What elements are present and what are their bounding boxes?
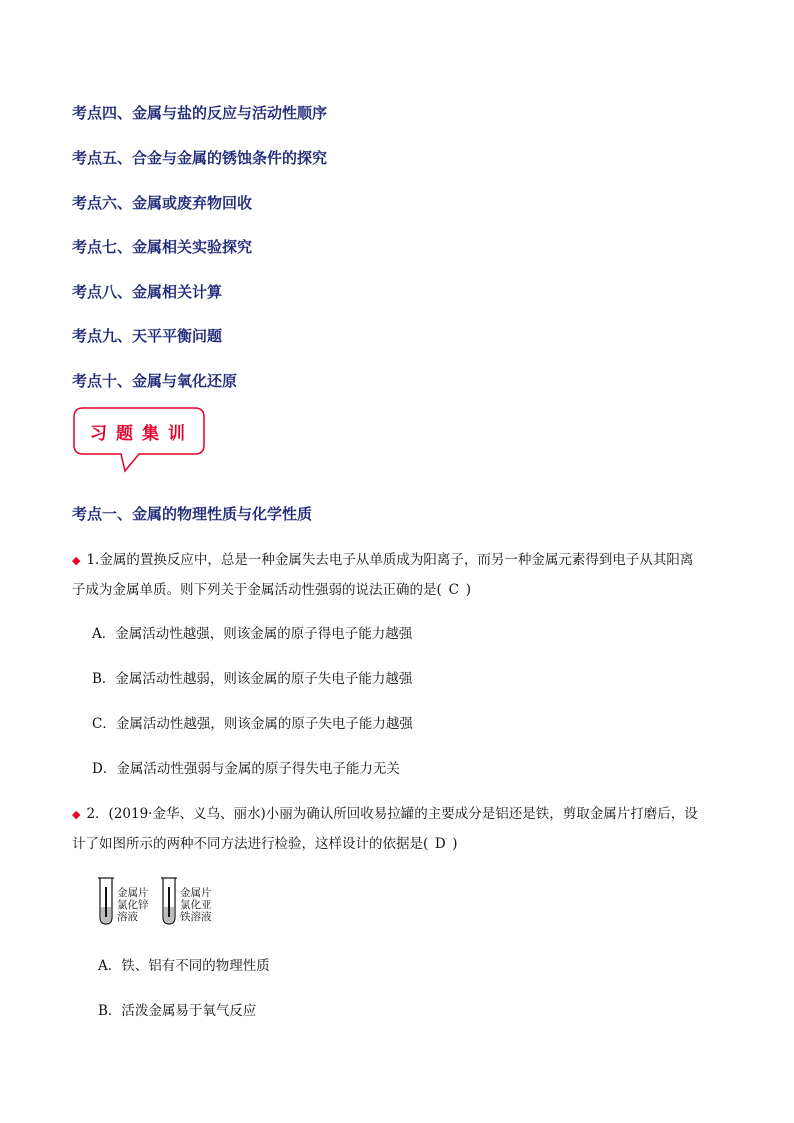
topic-item: 考点四、金属与盐的反应与活动性顺序 xyxy=(72,104,328,122)
question-1-line-2: 子成为金属单质。则下列关于金属活动性强弱的说法正确的是( C ) xyxy=(72,582,472,598)
question-2-line-2: 计了如图所示的两种不同方法进行检验，这样设计的依据是( D ) xyxy=(72,836,458,852)
answer-1: C xyxy=(448,582,459,598)
topic-item: 考点七、金属相关实验探究 xyxy=(72,238,253,256)
question-2-option-a: A．铁、铝有不同的物理性质 xyxy=(98,958,270,974)
tube-1-label: 金属片 氯化锌 溶液 xyxy=(117,887,149,923)
topic-item: 考点八、金属相关计算 xyxy=(72,283,223,301)
question-1-option-b: B．金属活动性越弱，则该金属的原子失电子能力越强 xyxy=(92,671,413,687)
exercise-banner xyxy=(73,407,205,455)
section-title: 考点一、金属的物理性质与化学性质 xyxy=(72,505,313,523)
question-2-line-1: ◆ 2．(2019·金华、义乌、丽水)小丽为确认所回收易拉罐的主要成分是铝还是铁，剪取金属片打磨后，设 xyxy=(72,806,698,822)
topic-item: 考点九、天平平衡问题 xyxy=(72,327,223,345)
topic-item: 考点六、金属或废弃物回收 xyxy=(72,194,253,212)
topic-item: 考点五、合金与金属的锈蚀条件的探究 xyxy=(72,149,328,167)
question-1-option-d: D．金属活动性强弱与金属的原子得失电子能力无关 xyxy=(92,761,400,777)
tube-2-label: 金属片 氯化亚 铁溶液 xyxy=(180,887,212,923)
test-tube-figure xyxy=(96,877,226,927)
question-2-option-b: B．活泼金属易于氧气反应 xyxy=(98,1003,257,1019)
topic-item: 考点十、金属与氧化还原 xyxy=(72,372,238,390)
banner-label: 习题集训 xyxy=(90,423,194,444)
answer-2: D xyxy=(434,836,446,852)
question-1-option-c: C．金属活动性越强，则该金属的原子失电子能力越强 xyxy=(92,716,413,732)
question-1-line-1: ◆ 1.金属的置换反应中，总是一种金属失去电子从单质成为阳离子，而另一种金属元素得到电子从其阳离 xyxy=(72,552,694,568)
question-1-option-a: A．金属活动性越强，则该金属的原子得电子能力越强 xyxy=(92,626,413,642)
diamond-bullet-icon: ◆ xyxy=(72,554,81,567)
diamond-bullet-icon: ◆ xyxy=(72,808,81,821)
